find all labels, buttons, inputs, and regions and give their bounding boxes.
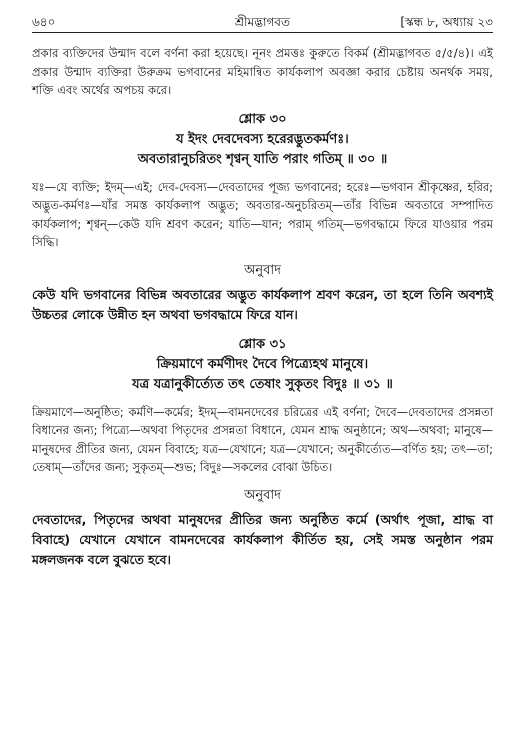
verse-31-synonyms: ক্রিয়মাণে—অনুষ্ঠিত; কর্মণি—কর্মের; ইদম্—বামনদেবের চরিত্রের এই বর্ণনা; দৈবে—দেবতাদের প্রসন্নতা বিধানের জন্য; পিত্র্যে—অথবা পিতৃদের প্রসন্নতা বিধানে, যেমন শ্রাদ্ধ অনুষ্ঠানে; অথ—অথবা; মানুষে—মানুষদের প্রীতির জন্য, যেমন বিবাহে; যত্র—যেখানে; যত্র—যেখানে; অনুকীর্ত্যেত—বর্ণিত হয়; তৎ—তা; তেষাম্—তাঁদের জন্য; সুকৃতম্—শুভ; বিদুঃ—সকলের বোঝা উচিত।: [32, 404, 493, 474]
canto-chapter: [স্কন্ধ ৮, অধ্যায় ২৩: [400, 15, 493, 29]
verse-30-line-1: য ইদং দেবদেবস্য হরেরদ্ভুতকর্মণঃ।: [176, 131, 349, 147]
verse-31-translation-heading: অনুবাদ: [244, 487, 281, 503]
verse-31-translation: দেবতাদের, পিতৃদের অথবা মানুষদের প্রীতির জন্য অনুষ্ঠিত কর্মে (অর্থাৎ পূজা, শ্রাদ্ধ বা বিবাহে) যেখানে যেখানে বামনদেবের কার্যকলাপ কীর্তিত হয়, সেই সমস্ত অনুষ্ঠান পরম মঙ্গলজনক বলে বুঝতে হবে।: [32, 511, 493, 567]
verse-30-translation: কেউ যদি ভগবানের বিভিন্ন অবতারের অদ্ভুত কার্যকলাপ শ্রবণ করেন, তা হলে তিনি অবশ্যই উচ্চতর লোকে উন্নীত হন অথবা ভগবদ্ধামে ফিরে যান।: [32, 286, 493, 322]
verse-31-line-1: ক্রিয়মাণে কর্মণীদং দৈবে পিত্র্যেহথ মানুষে।: [156, 356, 369, 372]
verse-31-line-2: যত্র যত্রানুকীর্ত্যেত তৎ তেষাং সুকৃতং বিদুঃ ॥ ৩১ ॥: [132, 376, 393, 392]
intro-paragraph: প্রকার ব্যক্তিদের উন্মাদ বলে বর্ণনা করা হয়েছে। নূনং প্রমত্তঃ কুরুতে বিকর্ম (শ্রীমদ্ভাগবত ৫/৫/৪)। এই প্রকার উন্মাদ ব্যক্তিরা উরুক্রম ভগবানের মহিমান্বিত কার্যকলাপ অবজ্ঞা করার চেষ্টায় অনর্থক সময়, শক্তি এবং অর্থের অপচয় করে।: [32, 46, 493, 97]
verse-30-text: [32, 130, 493, 170]
header-rule: [32, 32, 493, 33]
verse-30-block: [32, 110, 493, 325]
verse-31-title: শ্লোক ৩১: [238, 336, 287, 352]
page-number: ৬৪০: [32, 15, 56, 29]
verse-31-block: [32, 335, 493, 570]
verse-30-synonyms: যঃ—যে ব্যক্তি; ইদম্—এই; দেব-দেবস্য—দেবতাদের পূজ্য ভগবানের; হরেঃ—ভগবান শ্রীকৃষ্ণের, হরির; অদ্ভুত-কর্মণঃ—যাঁর সমস্ত কার্যকলাপ অদ্ভুত; অবতার-অনুচরিতম্—তাঁর বিভিন্ন অবতারে সম্পাদিত কার্যকলাপ; শৃণ্বন্—কেউ যদি শ্রবণ করেন; যাতি—যান; পরাম্ গতিম্—ভগবদ্ধামে ফিরে যাওয়ার পরম সিদ্ধি।: [32, 179, 493, 249]
verse-31-text: [32, 355, 493, 395]
verse-30-line-2: অবতারানুচরিতং শৃণ্বন্ যাতি পরাং গতিম্ ॥ ৩০ ॥: [137, 151, 388, 167]
verse-30-title: শ্লোক ৩০: [238, 111, 287, 127]
book-title: শ্রীমদ্ভাগবত: [234, 15, 290, 29]
page-header: [32, 14, 493, 36]
verse-30-translation-heading: অনুবাদ: [244, 262, 281, 278]
